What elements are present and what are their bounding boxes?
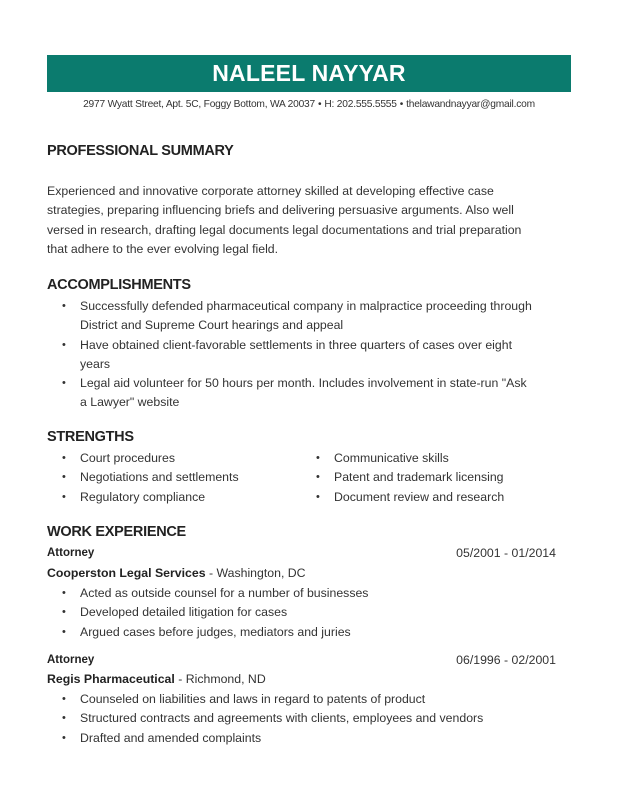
contact-line [47, 99, 571, 110]
employer-name: Regis Pharmaceutical [47, 672, 175, 686]
job-title: Attorney [47, 547, 95, 559]
candidate-name: NALEEL NAYYAR [212, 60, 406, 86]
job-duties-list [47, 690, 587, 748]
list-item-line: a Lawyer" website [80, 395, 180, 410]
list-item: • Developed detailed litigation for cases [47, 603, 567, 622]
job-dates: 06/1996 - 02/2001 [456, 653, 556, 667]
employer-name: Cooperston Legal Services [47, 566, 206, 580]
contact-separator: • [318, 99, 322, 110]
list-item-line: • Legal aid volunteer for 50 hours per month. Includes involvement in state-run "Ask [80, 376, 527, 391]
list-item: • Argued cases before judges, mediators and juries [47, 623, 567, 642]
list-item [47, 374, 567, 413]
section-title-work-experience: WORK EXPERIENCE [47, 524, 186, 540]
list-item: • Drafted and amended complaints [47, 729, 587, 748]
list-item: • Counseled on liabilities and laws in regard to patents of product [47, 690, 587, 709]
list-item-line: • Successfully defended pharmaceutical company in malpractice proceeding through [80, 299, 532, 313]
section-title-summary: PROFESSIONAL SUMMARY [47, 143, 234, 159]
contact-email: thelawandnayyar@gmail.com [406, 99, 535, 110]
contact-separator: • [399, 99, 404, 110]
accomplishments-list [47, 297, 567, 413]
list-item-line: years [80, 356, 111, 371]
strengths-list-left [47, 449, 307, 507]
name-banner [47, 55, 571, 92]
job-employer-line [47, 566, 306, 580]
job-dates: 05/2001 - 01/2014 [456, 546, 556, 560]
list-item-line: • Have obtained client-favorable settlements in three quarters of cases over eight [80, 337, 512, 352]
list-item: • Court procedures [47, 449, 307, 468]
summary-line: that adhere to the ever evolving legal field. [47, 241, 279, 256]
list-item: • Communicative skills [301, 449, 561, 468]
list-item-line: District and Supreme Court hearings and appeal [80, 318, 344, 333]
job-title: Attorney [47, 654, 95, 666]
summary-line: versed in research, drafting legal documents legal documentations and trial preparation [47, 222, 522, 237]
contact-phone: H: 202.555.5555 [324, 99, 397, 110]
summary-line: strategies, preparing influencing briefs and delivering persuasive arguments. Also well [47, 203, 514, 218]
list-item: • Structured contracts and agreements with clients, employees and vendors [47, 709, 587, 728]
list-item [47, 297, 567, 336]
section-title-strengths: STRENGTHS [47, 429, 134, 445]
list-item: • Acted as outside counsel for a number of businesses [47, 584, 567, 603]
job-employer-line [47, 672, 266, 686]
section-title-accomplishments: ACCOMPLISHMENTS [47, 277, 191, 293]
list-item: • Document review and research [301, 488, 561, 507]
employer-location: - Washington, DC [205, 566, 306, 580]
summary-text [47, 182, 547, 259]
list-item: • Negotiations and settlements [47, 468, 307, 487]
contact-address: 2977 Wyatt Street, Apt. 5C, Foggy Bottom, WA 20037 [83, 99, 315, 110]
job-duties-list [47, 584, 567, 642]
summary-line: Experienced and innovative corporate attorney skilled at developing effective case [47, 184, 494, 198]
list-item: • Patent and trademark licensing [301, 468, 561, 487]
list-item: • Regulatory compliance [47, 488, 307, 507]
strengths-list-right [301, 449, 561, 507]
employer-location: - Richmond, ND [174, 672, 266, 686]
list-item [47, 336, 567, 375]
